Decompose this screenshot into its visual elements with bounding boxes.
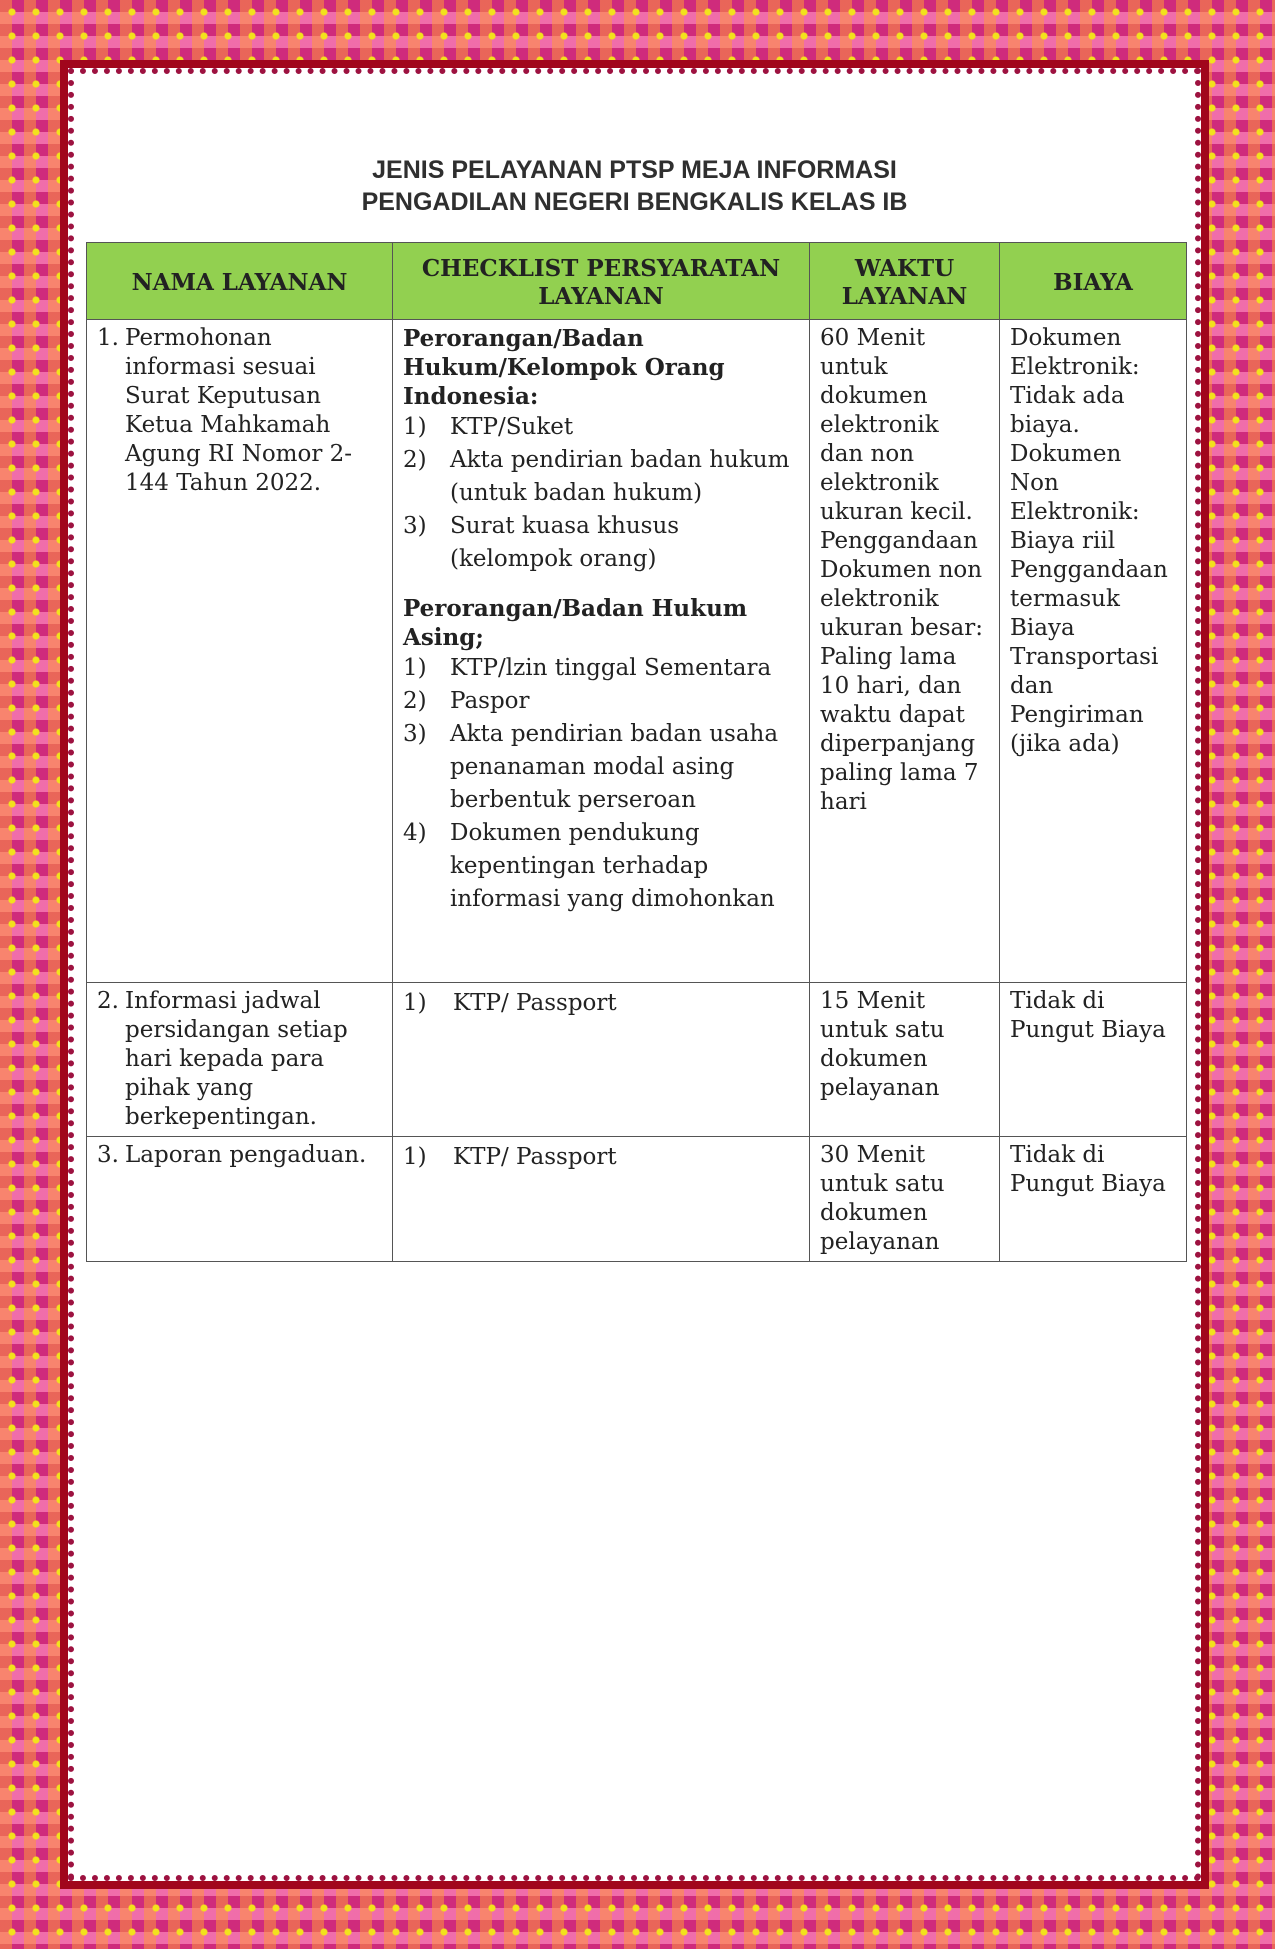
header-checklist: CHECKLIST PERSYARATAN LAYANAN [393, 243, 810, 320]
requirement-item [403, 817, 799, 916]
requirement-text: KTP/Suket [450, 414, 574, 440]
requirement-text: Surat kuasa khusus (kelompok orang) [450, 513, 680, 572]
service-entry [97, 987, 382, 1132]
spacer [403, 576, 799, 594]
biaya-cell: Tidak di Pungut Biaya [1000, 1137, 1187, 1262]
requirement-item [403, 987, 799, 1020]
requirement-number: 1) [403, 414, 427, 440]
requirement-item [403, 444, 799, 510]
table-row [87, 320, 1187, 983]
requirement-text: Paspor [450, 688, 530, 714]
requirement-text: Akta pendirian badan usaha penanaman modal asing berbentuk perseroan [450, 721, 779, 813]
requirement-item [403, 510, 799, 576]
requirement-number: 3) [403, 721, 427, 747]
requirement-item [403, 652, 799, 685]
requirement-number: 2) [403, 447, 427, 473]
table-row [87, 983, 1187, 1137]
requirements-cell [393, 1137, 810, 1262]
services-table [86, 242, 1187, 1262]
service-cell [87, 983, 393, 1137]
requirement-number: 2) [403, 688, 427, 714]
requirement-number: 1) [403, 1144, 427, 1170]
requirement-number: 4) [403, 820, 427, 846]
service-name: Permohonan informasi sesuai Surat Keputusan Ketua Mahkamah Agung RI Nomor 2-144 Tahun 2022. [125, 325, 353, 496]
waktu-cell: 60 Menit untuk dokumen elektronik dan non elektronik ukuran kecil. Penggandaan Dokumen non elektronik ukuran besar: Paling lama 10 hari, dan waktu dapat diperpanjang paling lama 7 hari [810, 320, 1000, 983]
biaya-cell: Dokumen Elektronik: Tidak ada biaya. Dokumen Non Elektronik: Biaya riil Penggandaan termasuk Biaya Transportasi dan Pengiriman (jika ada) [1000, 320, 1187, 983]
waktu-cell: 30 Menit untuk satu dokumen pelayanan [810, 1137, 1000, 1262]
service-entry [97, 1141, 382, 1170]
requirement-text: KTP/ Passport [453, 990, 617, 1016]
header-biaya: BIAYA [1000, 243, 1187, 320]
group-heading: Perorangan/Badan Hukum/Kelompok Orang Indonesia: [403, 325, 725, 410]
title-line-1: JENIS PELAYANAN PTSP MEJA INFORMASI [372, 156, 897, 184]
table-row [87, 1137, 1187, 1262]
service-number: 1. [97, 325, 119, 351]
service-entry [97, 324, 382, 498]
service-number: 3. [97, 1142, 119, 1168]
service-cell [87, 320, 393, 983]
waktu-cell: 15 Menit untuk satu dokumen pelayanan [810, 983, 1000, 1137]
service-name: Informasi jadwal persidangan setiap hari kepada para pihak yang berkepentingan. [125, 988, 348, 1130]
service-number: 2. [97, 988, 119, 1014]
header-nama-layanan: NAMA LAYANAN [87, 243, 393, 320]
requirement-item [403, 718, 799, 817]
requirement-text: Akta pendirian badan hukum (untuk badan hukum) [450, 447, 790, 506]
requirements-cell [393, 983, 810, 1137]
requirement-item [403, 685, 799, 718]
title-line-2: PENGADILAN NEGERI BENGKALIS KELAS IB [361, 188, 908, 216]
document-page [68, 68, 1201, 1881]
biaya-cell: Tidak di Pungut Biaya [1000, 983, 1187, 1137]
requirement-item [403, 411, 799, 444]
requirement-number: 1) [403, 655, 427, 681]
header-waktu: WAKTU LAYANAN [810, 243, 1000, 320]
requirement-text: Dokumen pendukung kepentingan terhadap informasi yang dimohonkan [450, 820, 775, 912]
requirements-cell [393, 320, 810, 983]
service-cell [87, 1137, 393, 1262]
requirement-text: KTP/lzin tinggal Sementara [450, 655, 772, 681]
decorative-frame [60, 60, 1209, 1889]
requirement-number: 3) [403, 513, 427, 539]
service-name: Laporan pengaduan. [125, 1142, 367, 1168]
table-header-row [87, 243, 1187, 320]
requirement-text: KTP/ Passport [453, 1144, 617, 1170]
group-heading: Perorangan/Badan Hukum Asing; [403, 595, 748, 651]
page-title [74, 154, 1195, 218]
requirement-number: 1) [403, 990, 427, 1016]
requirement-item [403, 1141, 799, 1174]
